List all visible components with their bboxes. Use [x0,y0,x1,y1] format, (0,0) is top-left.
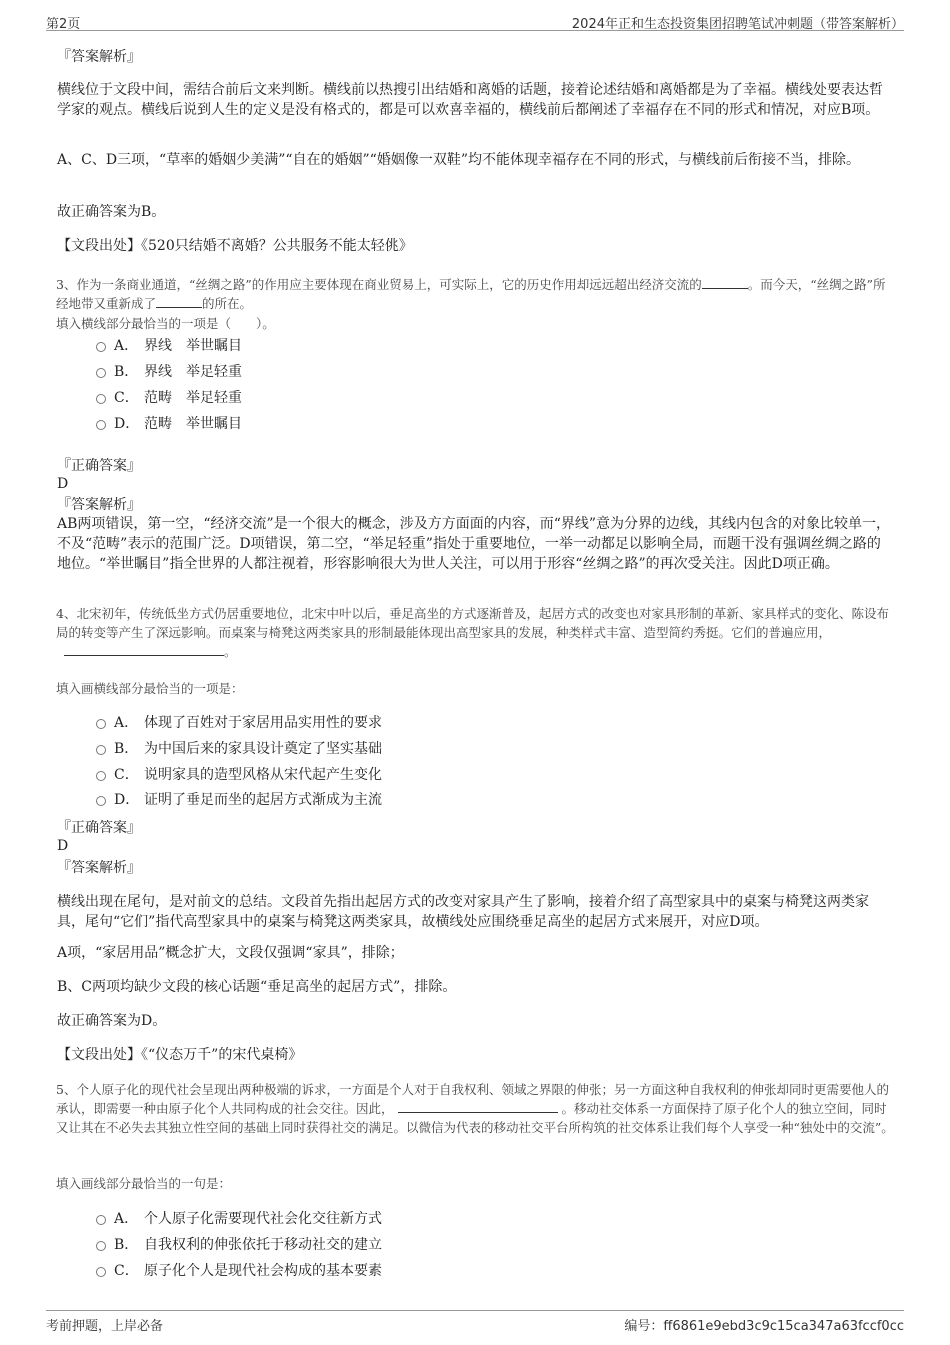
correct-answer: D [57,476,69,492]
question-stem: 4、北宋初年，传统低坐方式仍居重要地位，北宋中叶以后，垂足高坐的方式逐渐普及，起居方式的改变也对家具形制的革新、家具样式的变化、陈设布局的转变等产生了深远影响。而桌案与椅凳这两类家具的形制最能体现出高型家具的发展，种类样式丰富、造型简约秀挺。它们的普遍应用，。 [56,606,889,659]
source-citation: 【文段出处】《520只结婚不离婚？公共服务不能太轻佻》 [57,238,413,254]
document-id: 编号：ff6861e9ebd3c9c15ca347a63fccf0cc [624,1319,904,1334]
question-prompt: 填入画横线部分最恰当的一项是： [56,681,244,696]
analysis-conclusion: 故正确答案为B。 [57,204,166,220]
analysis-label: 『答案解析』 [57,497,141,513]
option-d[interactable]: D． 证明了垂足而坐的起居方式渐成为主流 [96,790,382,810]
option-c[interactable]: C． 说明家具的造型风格从宋代起产生变化 [96,765,382,785]
radio-button[interactable] [96,368,106,378]
option-c[interactable]: C． 范畴 举足轻重 [96,388,242,408]
footer-slogan: 考前押题，上岸必备 [46,1319,164,1334]
radio-button[interactable] [96,394,106,404]
analysis-paragraph: A、C、D三项，“草率的婚姻少美满”“自在的婚姻”“婚姻像一双鞋”均不能体现幸福存在不同的形式，与横线前后衔接不当，排除。 [57,152,860,168]
document-title: 2024年正和生态投资集团招聘笔试冲刺题（带答案解析） [571,17,904,32]
option-b[interactable]: B． 界线 举足轻重 [96,362,242,382]
radio-button[interactable] [96,745,106,755]
radio-button[interactable] [96,719,106,729]
analysis-paragraph: 横线位于文段中间，需结合前后文来判断。横线前以热搜引出结婚和离婚的话题，接着论述结婚和离婚都是为了幸福。横线处要表达哲学家的观点。横线后说到人生的定义是没有格式的，都是可以欢喜幸福的，横线前后都阐述了幸福存在不同的形式和情况，对应B项。 [57,82,883,118]
page-header [46,10,904,31]
source-citation: 【文段出处】《“仪态万千”的宋代桌椅》 [57,1047,303,1063]
page-footer [46,1310,904,1335]
radio-button[interactable] [96,771,106,781]
analysis-conclusion: 故正确答案为D。 [57,1013,167,1029]
radio-button[interactable] [96,1215,106,1225]
analysis-label: 『答案解析』 [57,49,141,65]
correct-answer-label: 『正确答案』 [57,458,141,474]
option-a[interactable]: A． 界线 举世瞩目 [96,336,242,356]
analysis-paragraph: B、C两项均缺少文段的核心话题“垂足高坐的起居方式”，排除。 [57,979,457,995]
radio-button[interactable] [96,796,106,806]
option-b[interactable]: B． 为中国后来的家具设计奠定了坚实基础 [96,739,382,759]
correct-answer-label: 『正确答案』 [57,820,141,836]
analysis-paragraph: 横线出现在尾句，是对前文的总结。文段首先指出起居方式的改变对家具产生了影响，接着介绍了高型家具中的桌案与椅凳这两类家具，尾句“它们”指代高型家具中的桌案与椅凳这两类家具，故横线处应围绕垂足高坐的起居方式来展开，对应D项。 [57,894,869,930]
question-stem: 3、作为一条商业通道，“丝绸之路”的作用应主要体现在商业贸易上，可实际上，它的历史作用却远远超出经济交流的 。而今天，“丝绸之路”所经地带又重新成了 的所在。 [56,277,886,311]
radio-button[interactable] [96,1241,106,1251]
option-a[interactable]: A． 体现了百姓对于家居用品实用性的要求 [96,713,382,733]
question-prompt: 填入画线部分最恰当的一句是： [56,1176,232,1191]
radio-button[interactable] [96,342,106,352]
option-a[interactable]: A． 个人原子化需要现代社会化交往新方式 [96,1209,382,1229]
analysis-paragraph: AB两项错误，第一空，“经济交流”是一个很大的概念，涉及方方面面的内容，而“界线”意为分界的边线，其线内包含的对象比较单一，不及“范畴”表示的范围广泛。D项错误，第二空，“举足轻重”指处于重要地位，一举一动都足以影响全局，而题干没有强调丝绸之路的地位。“举世瞩目”指全世界的人都注视着，形容影响很大为世人关注，可以用于形容“丝绸之路”的再次受关注。因此D项正确。 [57,516,891,572]
question-prompt: 填入横线部分最恰当的一项是（ ）。 [56,316,275,331]
question-stem: 5、个人原子化的现代社会呈现出两种极端的诉求，一方面是个人对于自我权利、领域之界限的伸张；另一方面这种自我权利的伸张却同时更需要他人的承认，即需要一种由原子化个人共同构成的社会交往。因此， 。移动社交体系一方面保持了原子化个人的独立空间，同时又让其在不必失去其独立性空间的基础上同时获得社交的满足。以微信为代表的移动社交平台所构筑的社交体系让我们每个人享受一种“独处中的交流”。 [56,1082,894,1135]
correct-answer: D [57,838,69,854]
analysis-paragraph: A项，“家居用品”概念扩大，文段仅强调“家具”，排除； [57,945,404,961]
radio-button[interactable] [96,1267,106,1277]
analysis-label: 『答案解析』 [57,860,141,876]
page-number: 第2页 [46,17,81,32]
radio-button[interactable] [96,420,106,430]
option-d[interactable]: D． 范畴 举世瞩目 [96,414,242,434]
option-b[interactable]: B． 自我权利的伸张依托于移动社交的建立 [96,1235,382,1255]
option-c[interactable]: C． 原子化个人是现代社会构成的基本要素 [96,1261,382,1281]
